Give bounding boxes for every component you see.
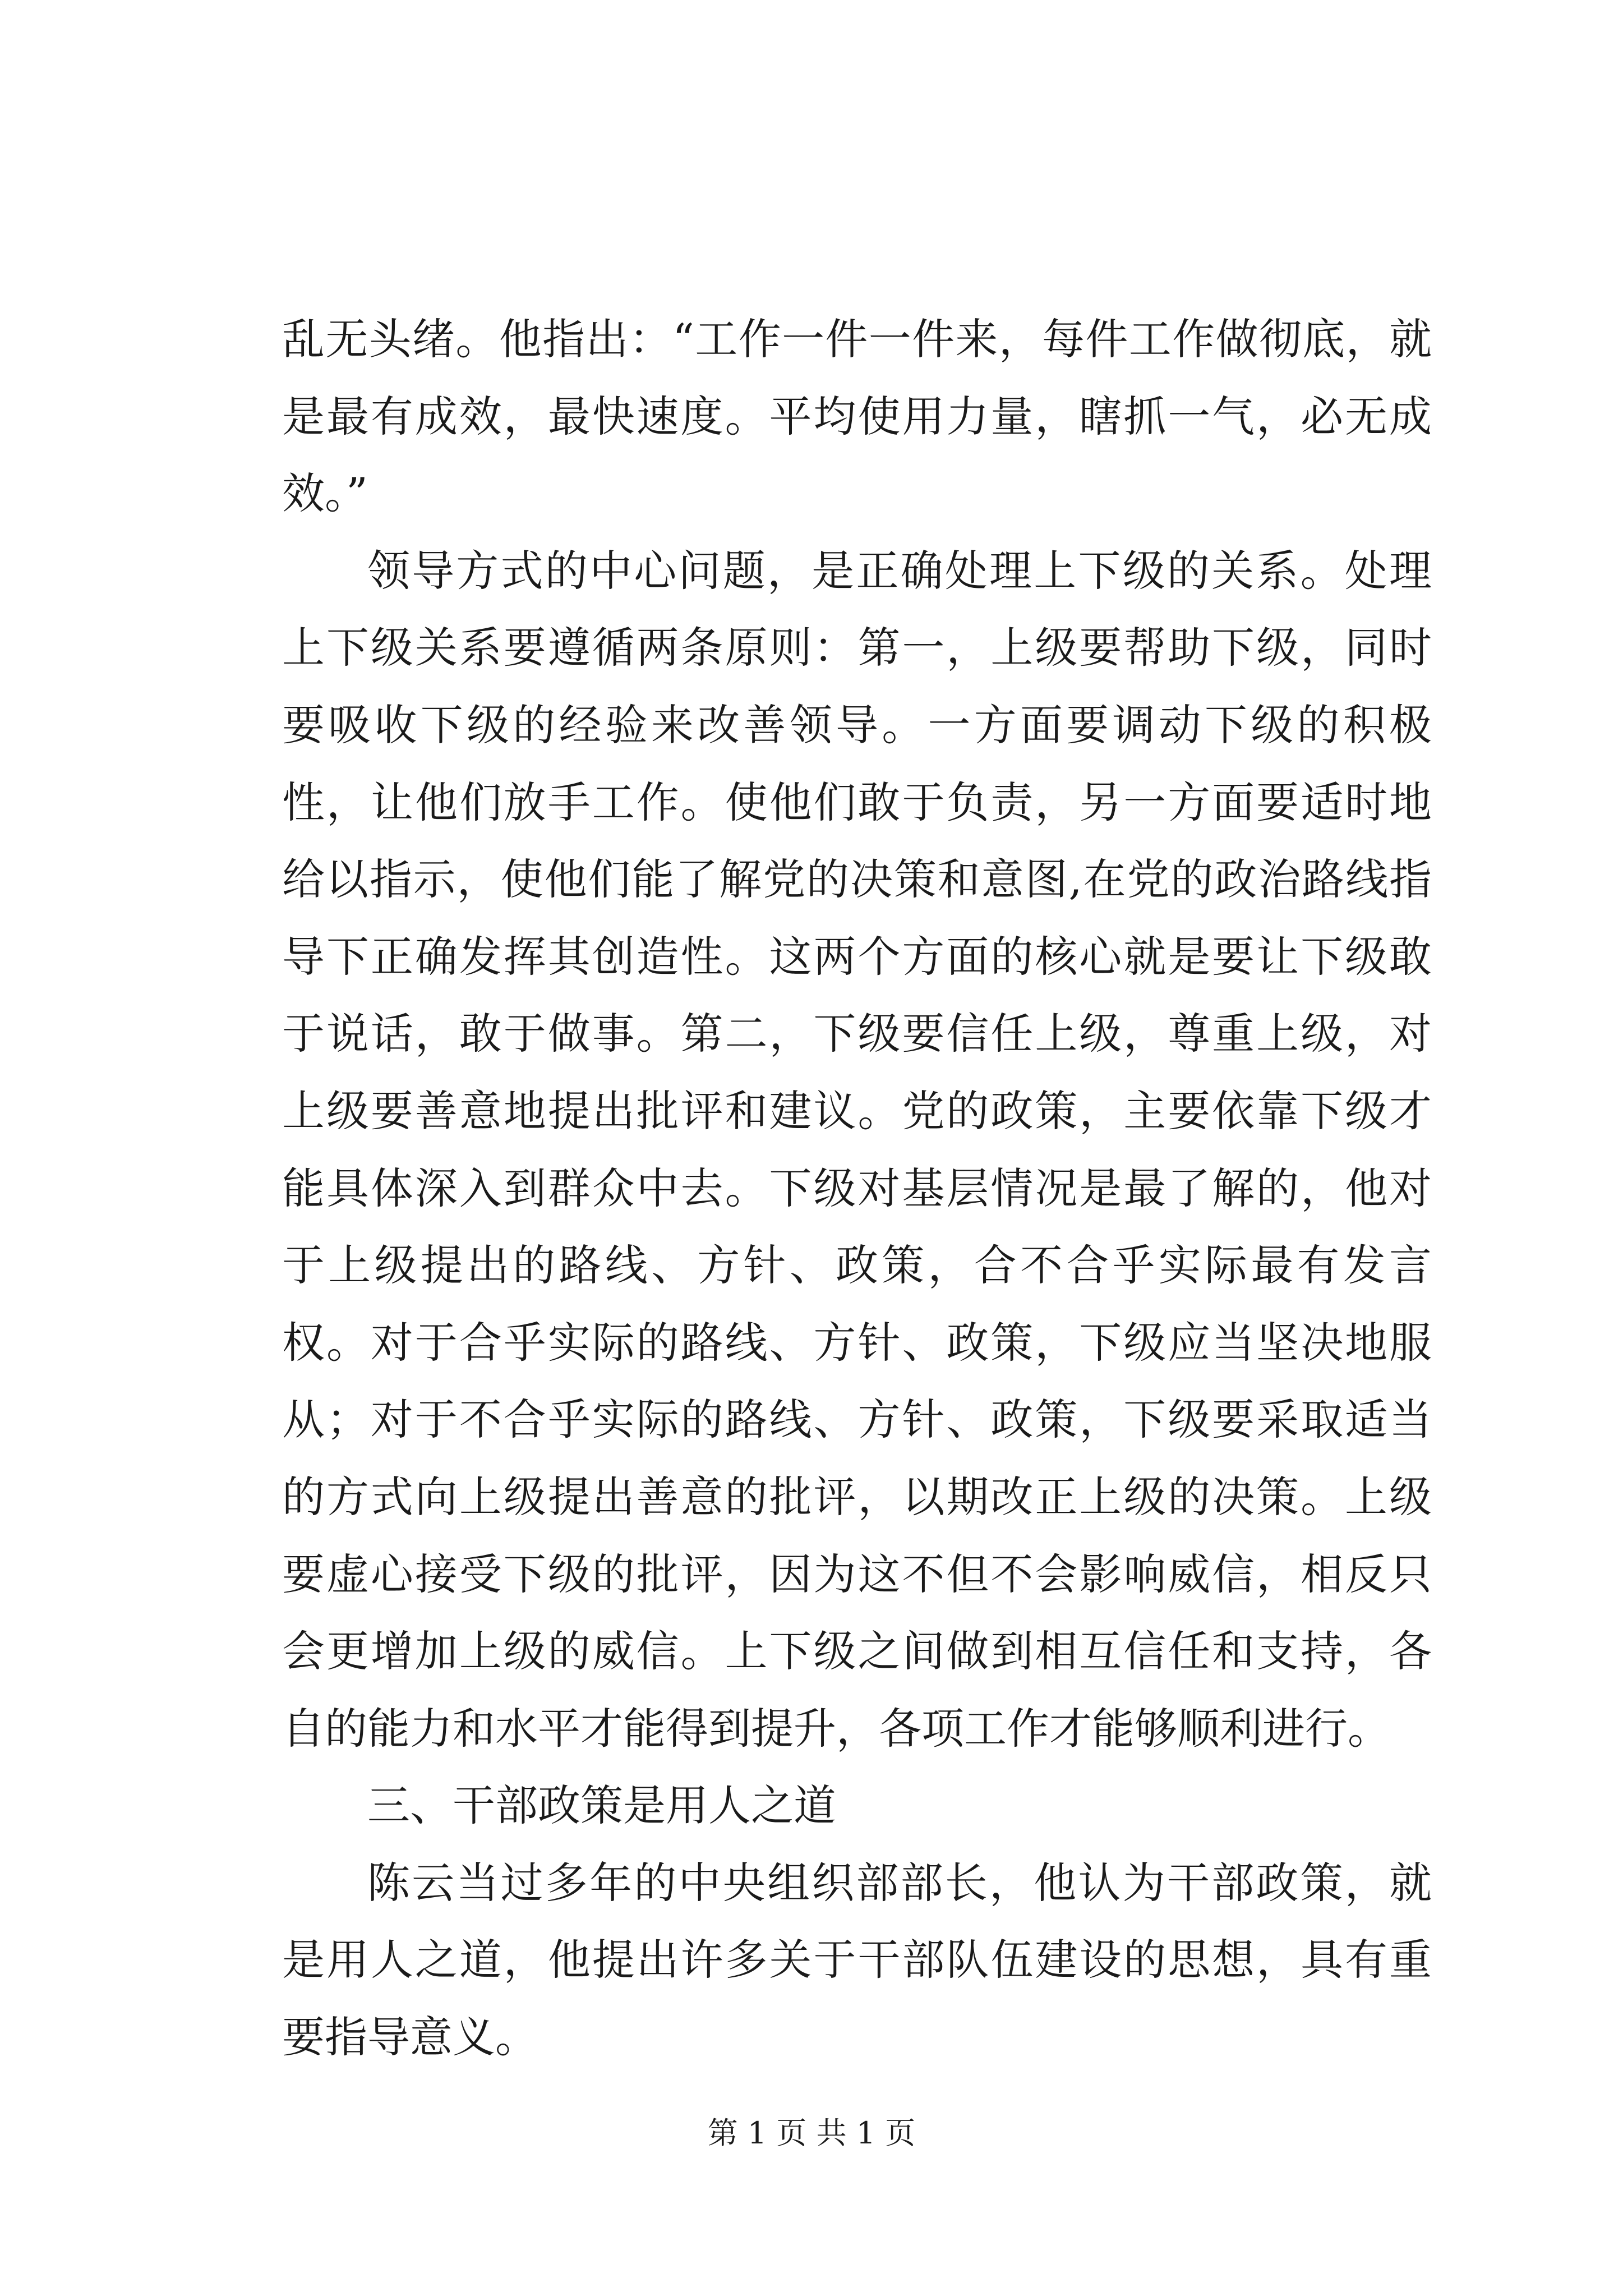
paragraph-leadership-method: 领导方式的中心问题，是正确处理上下级的关系。处理上下级关系要遵循两条原则：第一，上级要帮助下级，同时要吸收下级的经验来改善领导。一方面要调动下级的积极性，让他们放手工作。使他们敢于负责，另一方面要适时地给以指示，使他们能了解党的决策和意图,在党的政治路线指导下正确发挥其创造性。这两个方面的核心就是要让下级敢于说话，敢于做事。第二，下级要信任上级，尊重上级，对上级要善意地提出批评和建议。党的政策，主要依靠下级才能具体深入到群众中去。下级对基层情况是最了解的，他对于上级提出的路线、方针、政策，合不合乎实际最有发言权。对于合乎实际的路线、方针、政策，下级应当坚决地服从；对于不合乎实际的路线、方针、政策，下级要采取适当的方式向上级提出善意的批评，以期改正上级的决策。上级要虚心接受下级的批评，因为这不但不会影响威信，相反只会更增加上级的威信。上下级之间做到相互信任和支持，各自的能力和水平才能得到提升，各项工作才能够顺利进行。 — [282, 545, 1432, 1754]
paragraph-continuation: 乱无头绪。他指出：“工作一件一件来，每件工作做彻底，就是最有成效，最快速度。平均使用力量，瞎抓一气，必无成效。” — [282, 314, 1432, 519]
section-heading: 三、干部政策是用人之道 — [367, 1780, 836, 1831]
paragraph-cadre-policy: 陈云当过多年的中央组织部部长，他认为干部政策，就是用人之道，他提出许多关于干部队伍建设的思想，具有重要指导意义。 — [282, 1857, 1432, 2063]
page-footer: 第 1 页 共 1 页 — [707, 2115, 916, 2151]
document-body — [282, 301, 1432, 2076]
